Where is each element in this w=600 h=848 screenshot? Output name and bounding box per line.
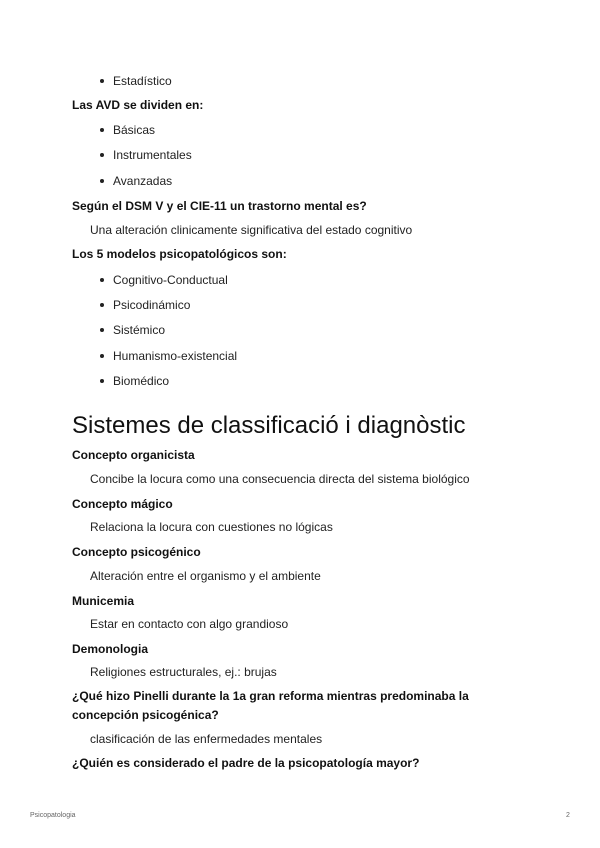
pinelli-answer: clasificación de las enfermedades mentales [90,732,323,746]
dsm-answer: Una alteración clinicamente significativa del estado cognitivo [90,223,413,237]
page-number: 2 [566,812,570,819]
term-heading: Demonologia [72,642,149,656]
list-item: Humanismo-existencial [113,349,238,363]
footer-document-title: Psicopatologia [30,812,76,819]
list-item: Básicas [113,123,156,137]
term-heading: Municemia [72,594,135,608]
dsm-question: Según el DSM V y el CIE-11 un trastorno mental es? [72,199,367,213]
list-item: Instrumentales [113,148,192,162]
modelos-heading: Los 5 modelos psicopatológicos son: [72,247,287,261]
list-item: Biomédico [113,374,170,388]
padre-question: ¿Quién es considerado el padre de la psicopatología mayor? [72,756,420,770]
section-title: Sistemes de classificació i diagnòstic [72,412,466,439]
pinelli-question: ¿Qué hizo Pinelli durante la 1a gran reforma mientras predominaba la concepción psicogénica? [72,689,469,722]
list-item: Cognitivo-Conductual [113,273,228,287]
term-heading: Concepto mágico [72,497,173,511]
term-heading: Concepto psicogénico [72,545,201,559]
term-definition: Estar en contacto con algo grandioso [90,617,289,631]
list-item: Estadístico [113,74,172,88]
term-definition: Alteración entre el organismo y el ambiente [90,569,321,583]
term-heading: Concepto organicista [72,448,195,462]
term-definition: Religiones estructurales, ej.: brujas [90,665,277,679]
list-item: Avanzadas [113,174,173,188]
term-definition: Concibe la locura como una consecuencia directa del sistema biológico [90,472,470,486]
list-item: Sistémico [113,323,166,337]
avd-heading: Las AVD se dividen en: [72,98,204,112]
list-item: Psicodinámico [113,298,191,312]
term-definition: Relaciona la locura con cuestiones no lógicas [90,520,333,534]
